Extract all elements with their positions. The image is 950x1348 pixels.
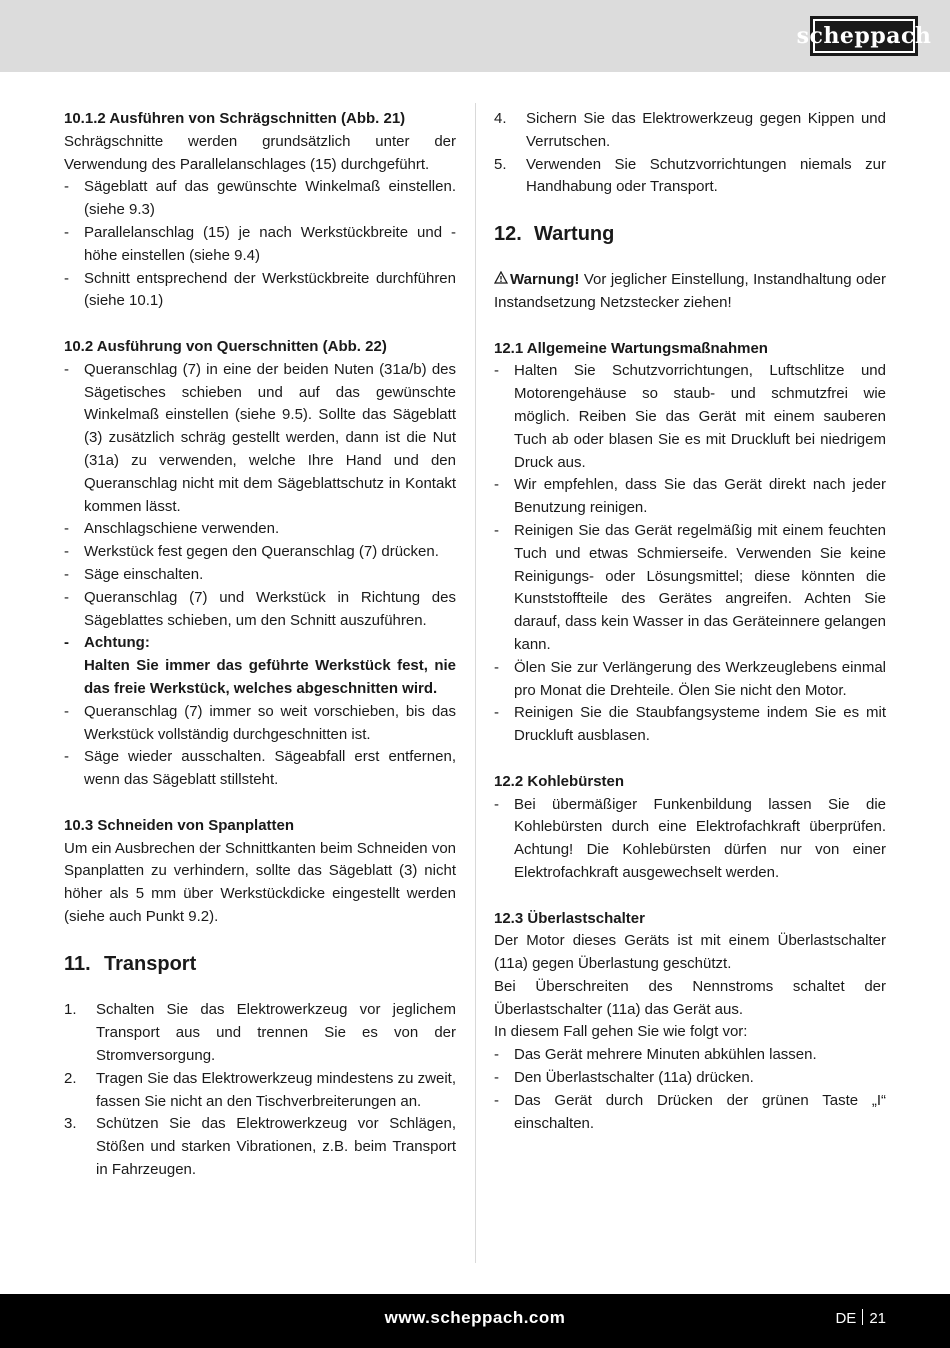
list-item: - Reinigen Sie das Gerät regelmäßig mit einem feuchten Tuch und etwas Schmierseife. Verwenden Sie keine Reinigungs- oder Lösungsmittel; diese könnten die Kunststoffteile des Gerätes angreifen. Achten Sie darauf, dass kein Wasser in das Geräteinnere gelangen kann.: [494, 520, 886, 657]
section-10-1-2-list: [64, 176, 456, 313]
left-column: [64, 108, 456, 1182]
list-item: 1. Schalten Sie das Elektrowerkzeug vor jeglichem Transport aus und trennen Sie es von der Stromversorgung.: [64, 1001, 456, 1065]
transport-list-continued: [494, 108, 886, 199]
section-12-3-title: 12.3 Überlastschalter: [494, 909, 645, 927]
list-item: - Reinigen Sie die Staubfangsysteme indem Sie es mit Druckluft ausblasen.: [494, 702, 886, 748]
section-10-1-2-text: Schrägschnitte werden grundsätzlich unter der Verwendung des Parallelanschlages (15) durchgeführt.: [64, 132, 456, 173]
attention-label: - Achtung:: [84, 634, 150, 652]
list-item: - Queranschlag (7) immer so weit vorschieben, bis das Werkstück vollständig durchgeschnitten ist.: [64, 701, 456, 747]
warning-icon: [494, 269, 510, 292]
list-item: 2. Tragen Sie das Elektrowerkzeug mindestens zu zweit, fassen Sie nicht an den Tischverbreiterungen an.: [64, 1069, 456, 1110]
page-indicator: [835, 1309, 886, 1327]
list-item: - Den Überlastschalter (11a) drücken.: [494, 1067, 886, 1090]
list-item: - Anschlagschiene verwenden.: [64, 518, 456, 541]
attention-item: [64, 632, 456, 700]
list-item: - Parallelanschlag (15) je nach Werkstückbreite und -höhe einstellen (siehe 9.4): [64, 222, 456, 268]
footer-website-link[interactable]: www.scheppach.com: [384, 1308, 566, 1327]
list-item: - Halten Sie Schutzvorrichtungen, Luftschlitze und Motorengehäuse so staub- und schmutzfrei wie möglich. Reiben Sie das Gerät mit einem sauberen Tuch ab oder blasen Sie es mit Druckluft bei niedrigem Druck aus.: [494, 360, 886, 474]
list-item: 5. Verwenden Sie Schutzvorrichtungen niemals zur Handhabung oder Transport.: [494, 155, 886, 196]
footer-band: [0, 1294, 950, 1348]
list-item: - Bei übermäßiger Funkenbildung lassen Sie die Kohlebürsten durch eine Elektrofachkraft überprüfen. Achtung! Die Kohlebürsten dürfen nur von einer Elektrofachkraft ausgewechselt werden.: [494, 794, 886, 885]
warning-label: Warnung!: [510, 271, 580, 289]
section-12-heading: [494, 221, 886, 247]
paragraph: In diesem Fall gehen Sie wie folgt vor:: [494, 1023, 748, 1041]
attention-text: Halten Sie immer das geführte Werkstück fest, nie das freie Werkstück, welches abgeschnitten wird.: [84, 657, 456, 697]
list-item: 4. Sichern Sie das Elektrowerkzeug gegen Kippen und Verrutschen.: [494, 110, 886, 150]
list-item: - Ölen Sie zur Verlängerung des Werkzeuglebens einmal pro Monat die Drehteile. Ölen Sie nicht den Motor.: [494, 657, 886, 703]
list-item: - Queranschlag (7) und Werkstück in Richtung des Sägeblattes schieben, um den Schnitt auszuführen.: [64, 587, 456, 633]
list-item: - Queranschlag (7) in eine der beiden Nuten (31a/b) des Sägetisches schieben und auf das gewünschte Winkelmaß einstellen (siehe 9.5). Sollte das Sägeblatt (3) zusätzlich schräg gestellt werden, dann ist die Nut (31a) zu verwenden, welche Ihre Hand und den Queranschlag nicht mit dem Sägeblattschutz in Kontakt kommen lässt.: [64, 359, 456, 519]
section-10-2-list: [64, 359, 456, 792]
heading-number: 12.: [494, 223, 522, 246]
section-12-1-title: 12.1 Allgemeine Wartungsmaßnahmen: [494, 339, 768, 357]
heading-title: Transport: [104, 953, 197, 976]
list-item: - Säge wieder ausschalten. Sägeabfall erst entfernen, wenn das Sägeblatt stillsteht.: [64, 746, 456, 792]
section-12-2-title: 12.2 Kohlebürsten: [494, 772, 625, 790]
transport-list: [64, 999, 456, 1181]
scheppach-logo: [796, 16, 932, 56]
section-10-1-2-title: 10.1.2 Ausführen von Schrägschnitten (Abb. 21): [64, 110, 406, 127]
section-11-heading: [64, 951, 456, 977]
section-10-2-title: 10.2 Ausführung von Querschnitten (Abb. 22): [64, 337, 387, 355]
heading-title: Wartung: [534, 223, 615, 246]
paragraph: Der Motor dieses Geräts ist mit einem Überlastschalter (11a) gegen Überlastung geschützt.: [494, 932, 886, 973]
list-item: - Wir empfehlen, dass Sie das Gerät direkt nach jeder Benutzung reinigen.: [494, 474, 886, 520]
paragraph: Bei Überschreiten des Nennstroms schaltet der Überlastschalter (11a) das Gerät aus.: [494, 977, 886, 1018]
header-band: [0, 0, 950, 72]
list-item: - Säge einschalten.: [64, 564, 456, 587]
list-item: - Schnitt entsprechend der Werkstückbreite durchführen (siehe 10.1): [64, 268, 456, 314]
list-item: - Sägeblatt auf das gewünschte Winkelmaß einstellen. (siehe 9.3): [64, 176, 456, 222]
warning-text: Vor jeglicher Einstellung, Instandhaltung oder Instandsetzung Netzstecker ziehen!: [494, 271, 886, 311]
list-item: - Das Gerät durch Drücken der grünen Taste „I“ einschalten.: [494, 1090, 886, 1136]
list-item: - Werkstück fest gegen den Queranschlag (7) drücken.: [64, 541, 456, 564]
list-item: 3. Schützen Sie das Elektrowerkzeug vor Schlägen, Stößen und starken Vibrationen, z.B. beim Transport in Fahrzeugen.: [64, 1115, 456, 1179]
section-10-3-text: Um ein Ausbrechen der Schnittkanten beim Schneiden von Spanplatten zu verhindern, sollte das Sägeblatt (3) nicht höher als 5 mm über Werkstückdicke eingestellt werden (siehe auch Punkt 9.2).: [64, 839, 456, 925]
logo-text: scheppach: [796, 23, 932, 49]
right-column: [494, 108, 886, 1135]
section-12-1-list: [494, 360, 886, 748]
language-code: DE: [835, 1310, 857, 1327]
section-10-3-title: 10.3 Schneiden von Spanplatten: [64, 816, 295, 834]
page-number: 21: [869, 1310, 886, 1327]
list-item: - Das Gerät mehrere Minuten abkühlen lassen.: [494, 1044, 886, 1067]
heading-number: 11.: [64, 953, 91, 976]
warning-note: [494, 269, 886, 315]
section-12-3-list: [494, 1044, 886, 1135]
column-divider: [475, 103, 476, 1263]
section-12-2-list: [494, 794, 886, 885]
